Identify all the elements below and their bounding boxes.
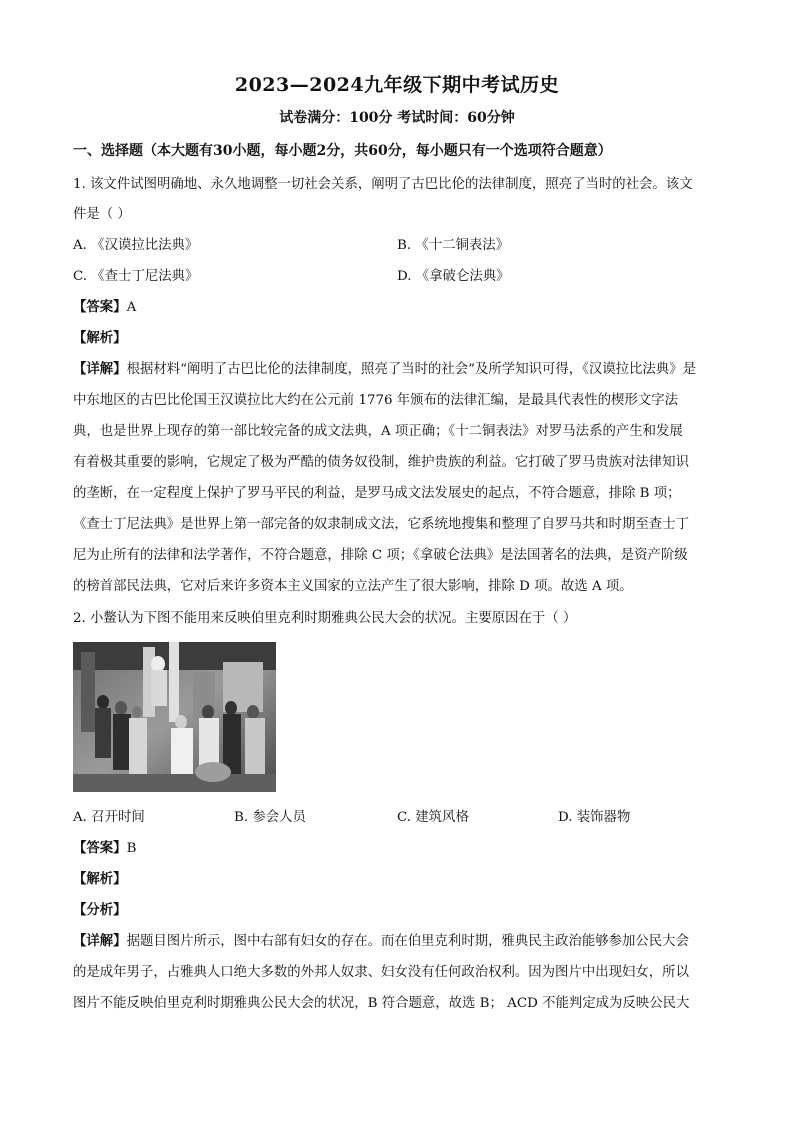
q1-stem-line2: 件是（ ） bbox=[73, 207, 131, 222]
q1-detail-line-1 bbox=[73, 358, 696, 377]
answer-label: 【答案】 bbox=[73, 840, 127, 856]
q2-detail-line-3: 图片不能反映伯里克利时期雅典公民大会的状况，B 符合题意，故选 B； ACD 不能判定成为反映公民大 bbox=[73, 996, 690, 1011]
q1-detail-line-3: 典，也是世界上现存的第一部比较完备的成文法典，A 项正确；《十二铜表法》对罗马法系的产生和发展 bbox=[73, 424, 683, 439]
q2-detail-line-1 bbox=[73, 930, 689, 949]
q1-stem-line1: 1. 该文件试图明确地、永久地调整一切社会关系，阐明了古巴比伦的法律制度，照亮了当时的社会。该文 bbox=[73, 177, 693, 192]
q1-detail-line-4: 有着极其重要的影响，它规定了极为严酷的债务奴役制，维护贵族的利益。它打破了罗马贵族对法律知识 bbox=[73, 455, 689, 470]
q2-answer bbox=[73, 837, 136, 856]
q2-option-b: B. 参会人员 bbox=[234, 810, 306, 825]
q1-option-b: B. 《十二铜表法》 bbox=[397, 238, 510, 253]
answer-value: B bbox=[126, 841, 137, 856]
detail-text: 据题目图片所示，图中右部有妇女的存在。而在伯里克利时期，雅典民主政治能够参加公民大会 bbox=[126, 934, 689, 949]
detail-label: 【详解】 bbox=[73, 361, 127, 377]
q1-detail-line-5: 的垄断，在一定程度上保护了罗马平民的利益，是罗马成文法发展史的起点，不符合题意，排除 B 项； bbox=[73, 486, 681, 501]
q2-fenxi-label bbox=[73, 899, 127, 918]
assembly-painting bbox=[73, 642, 276, 792]
q2-analysis-label bbox=[73, 868, 127, 887]
q1-option-d: D. 《拿破仑法典》 bbox=[397, 269, 510, 284]
q1-detail-line-7: 尼为止所有的法律和法学著作，不符合题意，排除 C 项；《拿破仑法典》是法国著名的法典，是资产阶级 bbox=[73, 548, 688, 563]
q2-detail-line-2: 的是成年男子，占雅典人口绝大多数的外邦人奴隶、妇女没有任何政治权利。因为图片中出现妇女，所以 bbox=[73, 965, 689, 980]
q2-option-c: C. 建筑风格 bbox=[397, 810, 469, 825]
page-title: 2023—2024九年级下期中考试历史 bbox=[234, 74, 560, 96]
fenxi-label: 【分析】 bbox=[73, 902, 127, 918]
answer-value: A bbox=[126, 300, 137, 315]
q2-stem: 2. 小鳖认为下图不能用来反映伯里克利时期雅典公民大会的状况。主要原因在于（ ） bbox=[73, 611, 577, 626]
q1-detail-line-6: 《查士丁尼法典》是世界上第一部完备的奴隶制成文法，它系统地搜集和整理了自罗马共和时期至查士丁 bbox=[73, 517, 689, 532]
answer-label: 【答案】 bbox=[73, 299, 127, 315]
q1-detail-line-2: 中东地区的古巴比伦国王汉谟拉比大约在公元前 1776 年颁布的法律汇编，是最具代表性的楔形文字法 bbox=[73, 393, 678, 408]
detail-text: 根据材料“阐明了古巴比伦的法律制度，照亮了当时的社会”及所学知识可得，《汉谟拉比法典》是 bbox=[126, 362, 696, 377]
q2-option-d: D. 装饰器物 bbox=[558, 810, 631, 825]
q1-option-a: A. 《汉谟拉比法典》 bbox=[73, 238, 199, 253]
q2-option-a: A. 召开时间 bbox=[73, 810, 145, 825]
exam-info: 试卷满分：100分 考试时间：60分钟 bbox=[279, 110, 515, 126]
q1-answer bbox=[73, 296, 136, 315]
analysis-label: 【解析】 bbox=[73, 871, 127, 887]
detail-label: 【详解】 bbox=[73, 933, 127, 949]
q1-detail-line-8: 的榜首部民法典，它对后来许多资本主义国家的立法产生了很大影响，排除 D 项。故选 A 项。 bbox=[73, 579, 633, 594]
q1-analysis-label bbox=[73, 327, 127, 346]
section-heading: 一、选择题（本大题有30小题，每小题2分，共60分，每小题只有一个选项符合题意） bbox=[73, 143, 612, 159]
analysis-label: 【解析】 bbox=[73, 330, 127, 346]
q1-option-c: C. 《查士丁尼法典》 bbox=[73, 269, 199, 284]
